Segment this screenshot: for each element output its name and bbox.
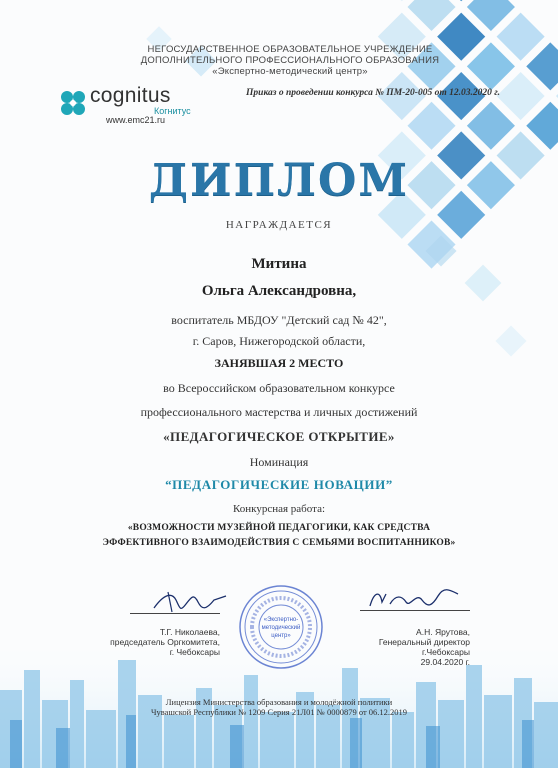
left-signer-city: г. Чебоксары xyxy=(169,647,220,657)
org-name-line2: ДОПОЛНИТЕЛЬНОГО ПРОФЕССИОНАЛЬНОГО ОБРАЗОВАНИЯ xyxy=(140,55,440,66)
cognitus-logo xyxy=(58,84,198,126)
order-text: Приказ о проведении конкурса № ПМ-20-005 от 12.03.2020 г. xyxy=(246,88,500,98)
recipient-city: г. Саров, Нижегородской области, xyxy=(192,334,366,348)
contest-line1: во Всероссийском образовательном конкурсе xyxy=(163,381,395,395)
logo-word: cognitus xyxy=(90,84,171,107)
org-name-line3: «Экспертно-методический центр» xyxy=(212,66,368,77)
license-line1: Лицензия Министерства образования и молодёжной политики xyxy=(165,697,393,707)
left-signer-role: председатель Оргкомитета, xyxy=(110,637,220,647)
work-title-line2: ЭФФЕКТИВНОГО ВЗАИМОДЕЙСТВИЯ С СЕМЬЯМИ ВОСПИТАННИКОВ» xyxy=(102,538,456,548)
awarded-label: НАГРАЖДАЕТСЯ xyxy=(225,219,333,231)
logo-subtitle: Когнитус xyxy=(154,106,191,116)
recipient-position: воспитатель МБДОУ "Детский сад № 42", xyxy=(171,313,387,327)
logo-mark-icon xyxy=(58,88,88,118)
official-stamp-icon xyxy=(238,584,324,670)
nomination-name: “ПЕДАГОГИЧЕСКИЕ НОВАЦИИ” xyxy=(165,477,393,492)
stamp-line2: методический xyxy=(261,625,301,631)
right-signer-name: А.Н. Ярутова, xyxy=(416,627,470,637)
right-signer-date: 29.04.2020 г. xyxy=(420,657,470,667)
right-signer-city: г.Чебоксары xyxy=(422,647,470,657)
license-line2: Чувашской Республики № 1209 Серия 21Л01 № 0000879 от 06.12.2019 xyxy=(150,707,408,717)
recipient-name: Ольга Александровна, xyxy=(201,283,357,299)
contest-line2: профессионального мастерства и личных достижений xyxy=(140,405,418,419)
recipient-surname: Митина xyxy=(251,256,307,272)
diploma-title: ДИПЛОМ xyxy=(148,155,410,206)
org-name-line1: НЕГОСУДАРСТВЕННОЕ ОБРАЗОВАТЕЛЬНОЕ УЧРЕЖДЕНИЕ xyxy=(147,44,433,55)
place-text: ЗАНЯВШАЯ 2 МЕСТО xyxy=(214,356,344,370)
stamp-line1: «Экспертно- xyxy=(263,617,299,623)
logo-url: www.emc21.ru xyxy=(106,115,166,125)
contest-name: «ПЕДАГОГИЧЕСКОЕ ОТКРЫТИЕ» xyxy=(163,429,395,444)
left-signer-name: Т.Г. Николаева, xyxy=(159,627,220,637)
left-signature-line xyxy=(130,613,220,614)
stamp-line3: центр» xyxy=(271,633,291,639)
work-label: Конкурсная работа: xyxy=(232,503,326,515)
right-signer-role: Генеральный директор xyxy=(378,637,470,647)
work-title-line1: «ВОЗМОЖНОСТИ МУЗЕЙНОЙ ПЕДАГОГИКИ, КАК СРЕДСТВА xyxy=(127,523,431,533)
right-signature-line xyxy=(360,610,470,611)
place-awarded xyxy=(60,356,498,371)
nomination-label: Номинация xyxy=(249,455,309,469)
